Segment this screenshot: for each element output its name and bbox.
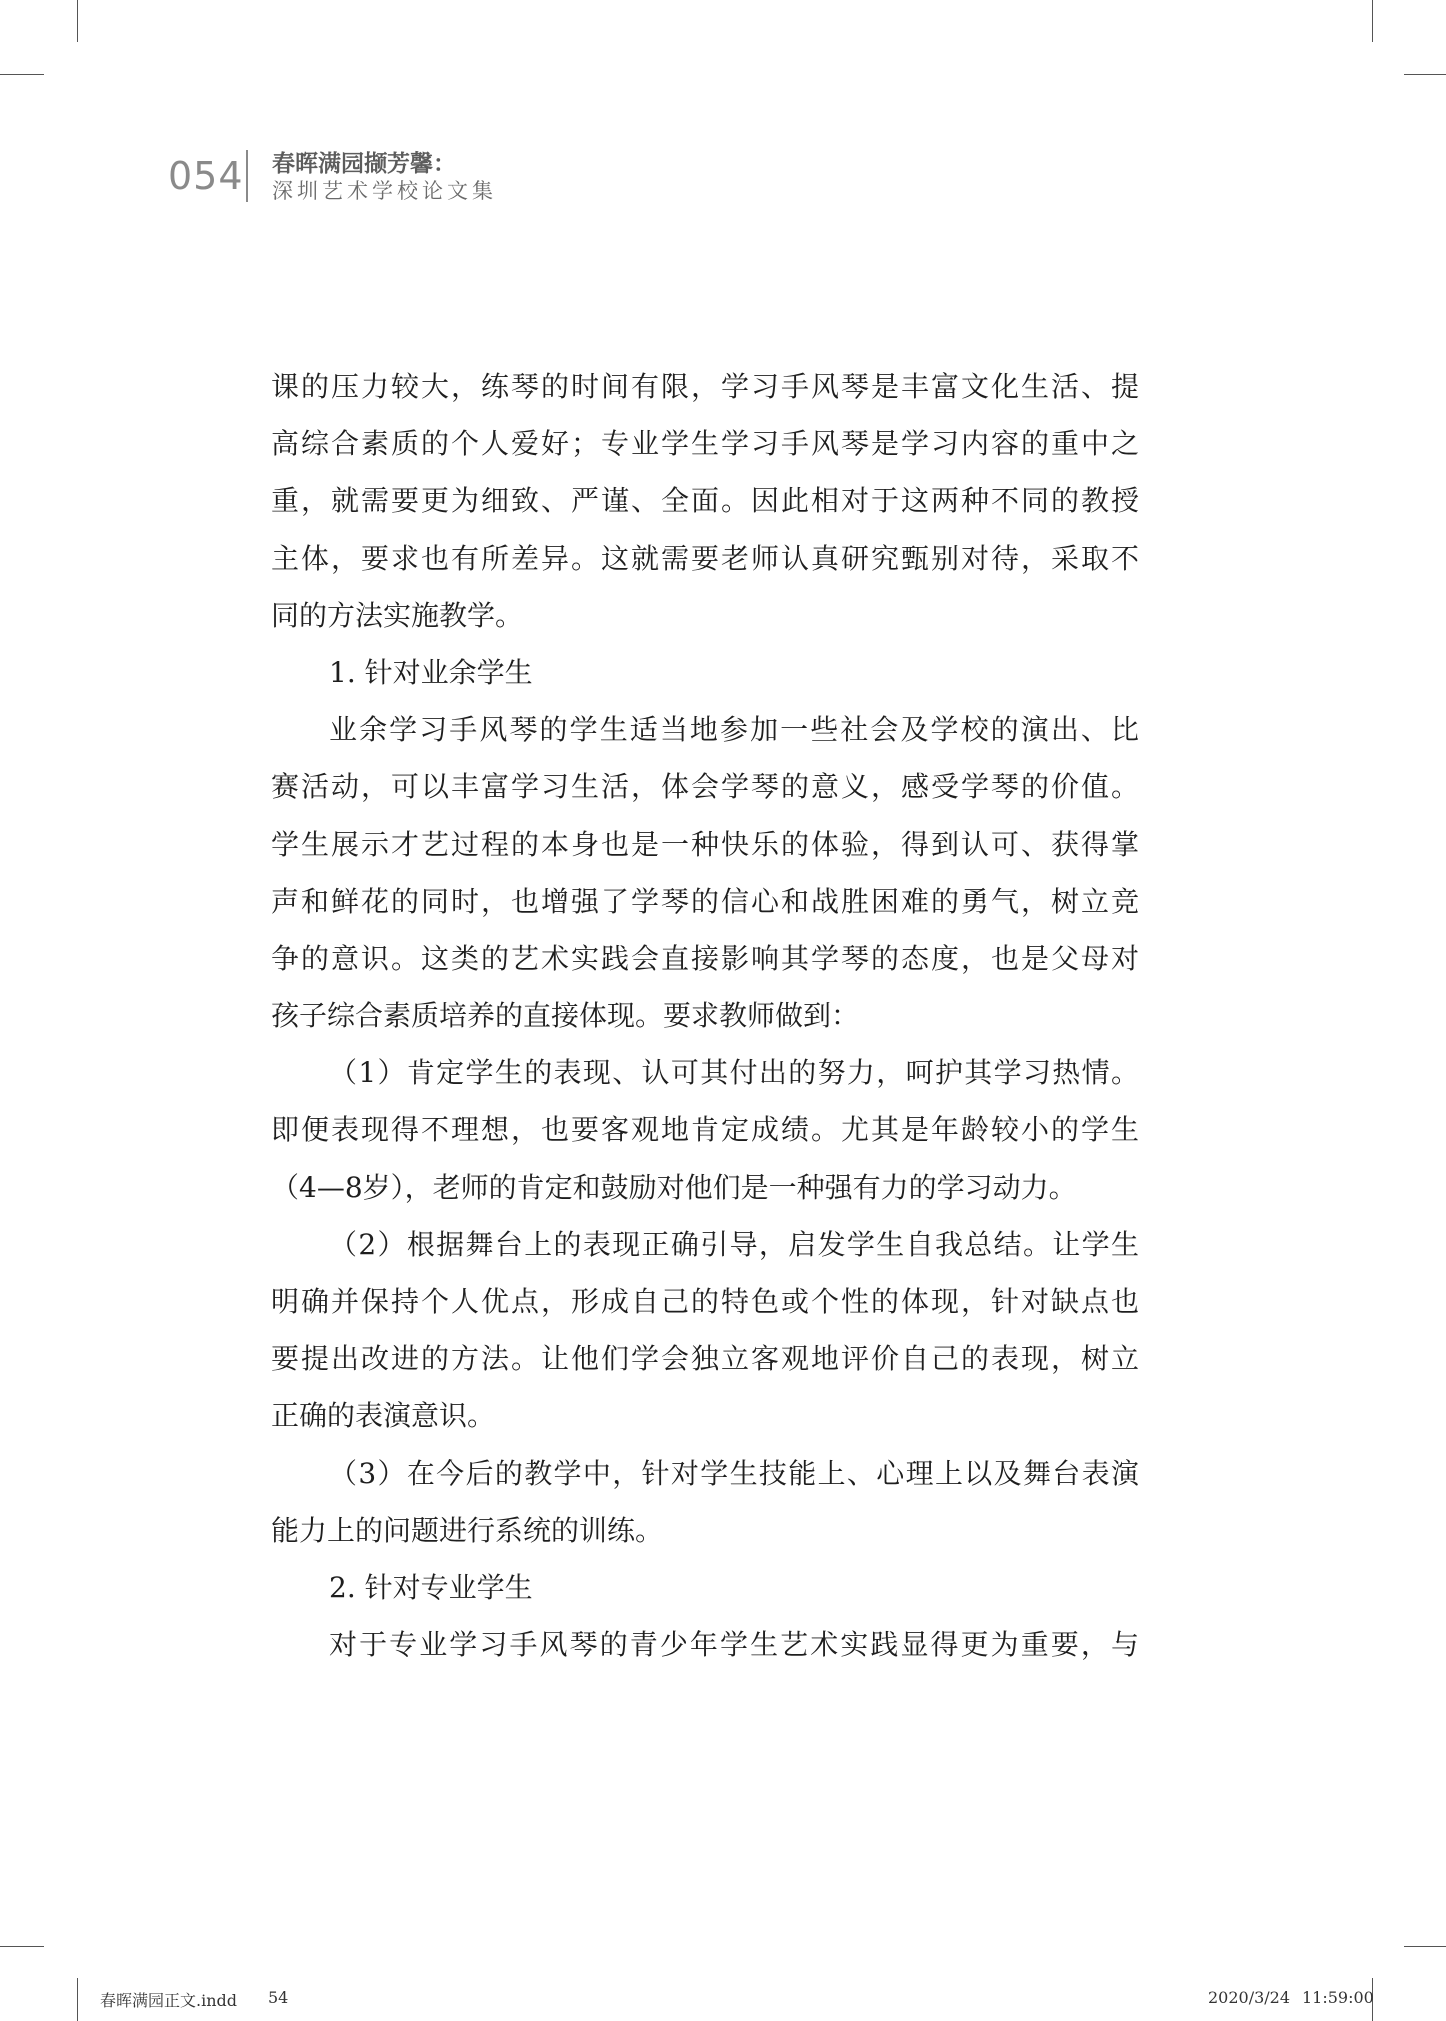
- text-line: 孩子综合素质培养的直接体现。要求教师做到：: [271, 999, 860, 1033]
- text-line: （1）肯定学生的表现、认可其付出的努力，呵护其学习热情。: [329, 1056, 1139, 1090]
- text-line: 对于专业学习手风琴的青少年学生艺术实践显得更为重要，与: [329, 1628, 1139, 1662]
- page-number: 054: [168, 154, 244, 198]
- crop-mark: [1372, 0, 1373, 42]
- text-line: 要提出改进的方法。让他们学会独立客观地评价自己的表现，树立: [271, 1342, 1139, 1376]
- text-line: 争的意识。这类的艺术实践会直接影响其学琴的态度，也是父母对: [271, 941, 1139, 975]
- text-line: （4—8岁），老师的肯定和鼓励对他们是一种强有力的学习动力。: [271, 1170, 1077, 1204]
- text-line: 即便表现得不理想，也要客观地肯定成绩。尤其是年龄较小的学生: [271, 1113, 1139, 1147]
- crop-mark: [1404, 1946, 1446, 1947]
- text-line: （3）在今后的教学中，针对学生技能上、心理上以及舞台表演: [329, 1456, 1139, 1490]
- text-line: 明确并保持个人优点，形成自己的特色或个性的体现，针对缺点也: [271, 1285, 1139, 1318]
- text-line: 业余学习手风琴的学生适当地参加一些社会及学校的演出、比: [329, 713, 1139, 747]
- text-line: 学生展示才艺过程的本身也是一种快乐的体验，得到认可、获得掌: [271, 827, 1139, 861]
- header-divider: [246, 150, 248, 202]
- text-line: 重，就需要更为细致、严谨、全面。因此相对于这两种不同的教授: [271, 484, 1139, 518]
- text-line: 高综合素质的个人爱好；专业学生学习手风琴是学习内容的重中之: [271, 427, 1139, 461]
- text-line: （2）根据舞台上的表现正确引导，启发学生自我总结。让学生: [329, 1227, 1139, 1261]
- text-line: 赛活动，可以丰富学习生活，体会学琴的意义，感受学琴的价值。: [271, 770, 1139, 804]
- crop-mark: [77, 0, 78, 42]
- text-line: 正确的表演意识。: [271, 1399, 496, 1433]
- text-line: 主体，要求也有所差异。这就需要老师认真研究甄别对待，采取不: [271, 541, 1139, 575]
- text-line: 同的方法实施教学。: [271, 598, 524, 632]
- crop-mark: [0, 74, 44, 75]
- book-subtitle: 深圳艺术学校论文集: [272, 179, 497, 203]
- body-text: [271, 358, 1139, 1673]
- crop-mark: [0, 1946, 44, 1947]
- slug-file-page: 54: [268, 1988, 289, 2007]
- section-heading: 2. 针对专业学生: [329, 1570, 533, 1604]
- text-line: 声和鲜花的同时，也增强了学琴的信心和战胜困难的勇气，树立竞: [271, 884, 1139, 918]
- crop-mark: [77, 1978, 78, 2021]
- crop-mark: [1404, 74, 1446, 75]
- section-heading: 1. 针对业余学生: [329, 655, 533, 689]
- text-line: 课的压力较大，练琴的时间有限，学习手风琴是丰富文化生活、提: [271, 370, 1139, 403]
- text-line: 能力上的问题进行系统的训练。: [271, 1513, 664, 1547]
- slug-date: 2020/3/24: [1208, 1988, 1291, 2007]
- slug-time: 11:59:00: [1302, 1988, 1374, 2007]
- slug-file-name: 春晖满园正文.indd: [100, 1991, 237, 2010]
- book-title: 春晖满园撷芳馨：: [272, 151, 456, 177]
